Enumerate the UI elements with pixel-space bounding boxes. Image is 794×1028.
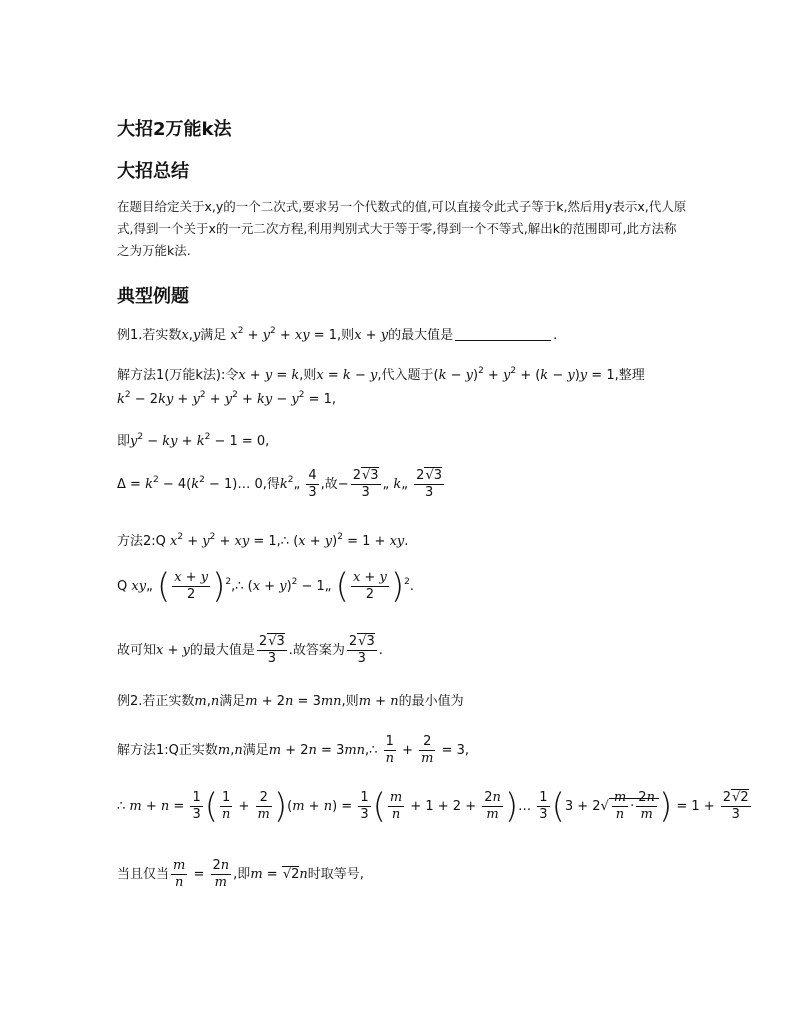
example-1-discriminant: $\Delta = k^2 - 4(k^2$ − 1)… 0,得$k^2„$ $\frac{4}{3}$ ,故− $\frac{2√3}{3}$ „ k„ $\frac{2√3}{3}$: [117, 468, 443, 500]
example-1-quadratic: 即$y^2$ − ky + $k^2 - 1 = 0$,: [117, 432, 270, 449]
example-1-conclusion: 故可知x + y的最大值是 $\frac{2√3}{3}$ .故答案为 $\frac{2√3}{3}$ .: [117, 634, 383, 666]
example-2-equality: 当且仅当 $\frac{m}{n}$ = $\frac{2n}{m}$ ,即m = √2n时取等号,: [117, 858, 364, 890]
example-1-expanded: $k^2 - 2ky + y^2 + y^2$ + ky − $y^2 = 1$,: [117, 390, 337, 407]
example-1-solution-1: 解方法1(万能k法):令x + y = k,则x = k − y,代入题于$(k - y)^2 + y^2 + (k - y)y = 1$,整理: [117, 366, 645, 383]
answer-blank: [455, 328, 551, 341]
example-2-solution-1: 解方法1:Q正实数m,n满足m + 2n = 3mn,∴ $\frac{1}{n}$ + $\frac{2}{m}$ = 3,: [117, 734, 470, 766]
summary-paragraph: 在题目给定关于x,y的一个二次式,要求另一个代数式的值,可以直接令此式子等于k,然后用y表示x,代人原式,得到一个关于x的一元二次方程,利用判别式大于等于零,得到一个不等式,解出k的范围即可,此方法称之为万能k法.: [117, 199, 687, 258]
example-1-inequality: Q xy„ ( $\frac{x + y}{2}$ )$^2$,∴ $(x + y)^2$ − 1„ ( $\frac{x + y}{2}$ )$^2$.: [117, 566, 414, 607]
example-1-prompt: 例1.若实数x,y满足 $x^2 + y^2$ + xy = 1,则x + y的最大值是 .: [117, 326, 558, 343]
example-2-prompt: 例2.若正实数m,n满足m + 2n = 3mn,则m + n的最小值为: [117, 694, 464, 709]
examples-heading: 典型例题: [117, 286, 189, 307]
example-2-derivation: ∴ m + n = $\frac{1}{3}$ ( $\frac{1}{n}$ + $\frac{2}{m}$ )(m + n) = $\frac{1}{3}$ ( $\frac{m}{n}$ + 1 + 2 + $\frac{2n}{m}$ )… $\frac{1}{3}$ (3 + 2√ $\frac{m}{n}$ · $\frac{2n}{m}$ ) = 1 + $\frac{2√2}{3}$: [117, 786, 749, 827]
example-1-method-2: 方法2:Q $x^2 + y^2$ + xy = 1,∴ $(x + y)^2 = 1$ + xy.: [117, 532, 409, 549]
summary-heading: 大招总结: [117, 161, 189, 182]
page-title: 大招2万能k法: [117, 119, 232, 140]
